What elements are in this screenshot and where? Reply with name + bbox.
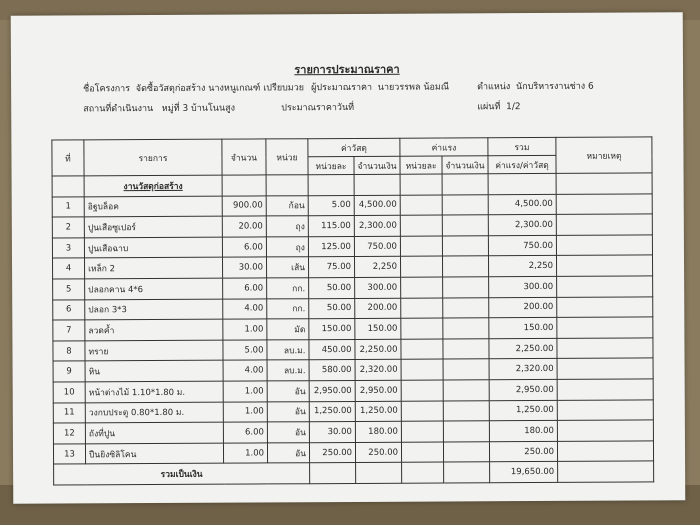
row-labor-amount — [443, 380, 489, 401]
row-amount: 2,300.00 — [354, 215, 400, 236]
location-value: หมู่ที่ 3 บ้านโนนสูง — [161, 103, 236, 114]
header-item: รายการ — [84, 139, 222, 176]
row-qty: 6.00 — [223, 278, 267, 299]
date-label: ประมาณราคาวันที่ — [281, 102, 355, 114]
row-no: 3 — [52, 238, 84, 259]
total-value: 19,650.00 — [490, 462, 558, 483]
row-labor-unit-price — [400, 236, 442, 257]
location-info — [83, 101, 235, 116]
row-unit: อัน — [267, 422, 309, 443]
row-labor-amount — [443, 277, 489, 298]
row-unit: อัน — [267, 401, 309, 422]
row-unit-price: 50.00 — [309, 298, 355, 319]
row-total: 250.00 — [489, 441, 557, 462]
header-sum-sub: ค่าแรง/ค่าวัสดุ — [488, 155, 556, 173]
row-no: 7 — [53, 320, 85, 341]
row-qty: 6.00 — [222, 237, 266, 258]
row-amount: 150.00 — [355, 318, 401, 339]
row-qty: 4.00 — [223, 360, 267, 381]
row-unit-price: 2,950.00 — [309, 380, 355, 401]
row-qty: 30.00 — [222, 257, 266, 278]
estimator-info — [311, 79, 449, 94]
sheet-value: 1/2 — [506, 102, 521, 113]
row-note — [557, 420, 653, 441]
row-unit: อัน — [267, 381, 309, 402]
row-no: 6 — [53, 299, 85, 320]
row-amount: 300.00 — [355, 277, 401, 298]
row-unit-price: 30.00 — [309, 422, 355, 443]
row-note — [557, 358, 653, 379]
row-unit: ก้อน — [266, 195, 308, 216]
row-labor-amount — [443, 421, 489, 442]
row-no: 11 — [53, 402, 85, 423]
row-no: 4 — [52, 258, 84, 279]
location-label: สถานที่ดำเนินงาน — [83, 104, 154, 115]
row-item: เหล็ก 2 — [84, 258, 222, 279]
row-note — [557, 276, 653, 297]
row-unit: ลบ.ม. — [267, 339, 309, 360]
row-unit: เส้น — [266, 257, 308, 278]
row-no: 1 — [52, 196, 84, 217]
header-no: ที่ — [52, 140, 84, 176]
row-no: 2 — [52, 217, 84, 238]
row-note — [557, 338, 653, 359]
row-note — [557, 317, 653, 338]
row-labor-amount — [442, 215, 488, 236]
row-labor-unit-price — [401, 298, 443, 319]
row-labor-unit-price — [401, 318, 443, 339]
row-unit: มัด — [267, 319, 309, 340]
row-unit: กก. — [267, 298, 309, 319]
header-sum: รวม — [488, 137, 556, 155]
row-total: 4,500.00 — [488, 194, 556, 215]
row-unit-price: 50.00 — [309, 277, 355, 298]
row-amount: 2,250 — [354, 257, 400, 278]
sheet-label: แผ่นที่ — [477, 102, 501, 113]
row-qty: 4.00 — [223, 298, 267, 319]
row-labor-unit-price — [401, 256, 443, 277]
row-qty: 5.00 — [223, 340, 267, 361]
row-labor-unit-price — [400, 215, 442, 236]
row-qty: 1.00 — [223, 443, 267, 464]
row-note — [557, 441, 653, 462]
row-amount: 250.00 — [355, 442, 401, 463]
row-note — [557, 255, 653, 276]
row-no: 8 — [53, 341, 85, 362]
row-total: 150.00 — [489, 318, 557, 339]
row-total: 200.00 — [489, 297, 557, 318]
total-row — [54, 461, 654, 485]
row-unit-price: 125.00 — [308, 236, 354, 257]
row-note — [556, 235, 652, 256]
row-item: หิน — [85, 360, 223, 381]
section-title: งานวัสดุก่อสร้าง — [84, 175, 222, 196]
row-labor-amount — [443, 400, 489, 421]
project-value: จัดซื้อวัสดุก่อสร้าง นางหนูเกณฑ์ เปรียบมวย — [135, 83, 305, 95]
row-no: 13 — [53, 444, 85, 465]
row-item: ปลอกคาน 4*6 — [85, 278, 223, 299]
row-no: 5 — [53, 279, 85, 300]
row-labor-amount — [443, 339, 489, 360]
estimate-table — [51, 136, 654, 485]
row-total: 1,250.00 — [489, 400, 557, 421]
row-amount: 180.00 — [355, 421, 401, 442]
row-labor-amount — [443, 297, 489, 318]
row-unit-price: 75.00 — [308, 257, 354, 278]
row-qty: 20.00 — [222, 216, 266, 237]
row-note — [556, 194, 652, 215]
row-labor-unit-price — [400, 195, 442, 216]
row-unit-price: 450.00 — [309, 339, 355, 360]
row-amount: 1,250.00 — [355, 401, 401, 422]
row-unit-price: 150.00 — [309, 319, 355, 340]
row-amount: 750.00 — [354, 236, 400, 257]
row-total: 180.00 — [489, 421, 557, 442]
header-labor-unit-price: หน่วยละ — [400, 156, 442, 174]
document-title: รายการประมาณราคา — [294, 62, 400, 77]
row-total: 2,950.00 — [489, 379, 557, 400]
row-total: 2,300.00 — [488, 215, 556, 236]
row-labor-amount — [443, 441, 489, 462]
row-labor-unit-price — [401, 442, 443, 463]
header-qty: จำนวน — [222, 139, 266, 175]
row-total: 300.00 — [489, 276, 557, 297]
estimator-value: นายวรรพล น้อมณี — [377, 82, 450, 93]
row-qty: 900.00 — [222, 196, 266, 217]
row-item: หน้าต่างไม้ 1.10*1.80 ม. — [85, 381, 223, 402]
header-labor-amount: จำนวนเงิน — [442, 156, 488, 174]
row-amount: 2,950.00 — [355, 380, 401, 401]
row-no: 9 — [53, 361, 85, 382]
total-label: รวมเป็นเงิน — [54, 463, 310, 485]
row-item: ถังที่ปูน — [85, 422, 223, 443]
row-note — [557, 379, 653, 400]
row-item: วงกบประตู 0.80*1.80 ม. — [85, 402, 223, 423]
row-no: 12 — [53, 423, 85, 444]
row-labor-unit-price — [401, 401, 443, 422]
header-material-amount: จำนวนเงิน — [354, 156, 400, 174]
row-qty: 1.00 — [223, 319, 267, 340]
row-total: 750.00 — [488, 235, 556, 256]
row-amount: 4,500.00 — [354, 195, 400, 216]
row-labor-unit-price — [401, 359, 443, 380]
project-label: ชื่อโครงการ — [83, 84, 131, 95]
row-labor-amount — [442, 236, 488, 257]
row-amount: 200.00 — [355, 298, 401, 319]
row-no: 10 — [53, 382, 85, 403]
row-unit-price: 115.00 — [308, 216, 354, 237]
row-item: ทราย — [85, 340, 223, 361]
row-note — [557, 296, 653, 317]
project-info — [83, 80, 304, 95]
row-unit: กก. — [267, 278, 309, 299]
row-labor-unit-price — [401, 380, 443, 401]
row-qty: 6.00 — [223, 422, 267, 443]
row-note — [557, 399, 653, 420]
row-labor-unit-price — [401, 421, 443, 442]
row-qty: 1.00 — [223, 381, 267, 402]
header-unit: หน่วย — [266, 139, 308, 175]
row-total: 2,320.00 — [489, 359, 557, 380]
row-unit: ถุง — [266, 216, 308, 237]
row-unit-price: 5.00 — [308, 195, 354, 216]
row-unit: อัน — [267, 442, 309, 463]
row-item: ปูนเสือฉาบ — [84, 237, 222, 258]
row-labor-unit-price — [401, 277, 443, 298]
header-labor: ค่าแรง — [400, 138, 488, 156]
row-total: 2,250 — [489, 256, 557, 277]
row-qty: 1.00 — [223, 401, 267, 422]
header-note: หมายเหตุ — [556, 137, 652, 174]
paper-sheet — [11, 12, 686, 504]
row-amount: 2,250.00 — [355, 339, 401, 360]
row-labor-amount — [442, 194, 488, 215]
row-item: ปูนเสือซูเปอร์ — [84, 216, 222, 237]
row-item: ปืนยิงซิลิโคน — [85, 443, 223, 464]
row-amount: 2,320.00 — [355, 360, 401, 381]
estimator-label: ผู้ประมาณราคา — [311, 82, 373, 94]
row-unit-price: 250.00 — [309, 442, 355, 463]
row-item: อิฐบล็อค — [84, 196, 222, 217]
position-label: ตำแหน่ง — [477, 82, 511, 93]
row-unit: ถุง — [266, 236, 308, 257]
row-labor-amount — [443, 318, 489, 339]
header-material-unit-price: หน่วยละ — [308, 156, 354, 174]
row-labor-unit-price — [401, 339, 443, 360]
row-labor-amount — [443, 359, 489, 380]
row-labor-amount — [443, 256, 489, 277]
row-unit: ลบ.ม. — [267, 360, 309, 381]
row-unit-price: 1,250.00 — [309, 401, 355, 422]
row-unit-price: 580.00 — [309, 360, 355, 381]
header-material: ค่าวัสดุ — [308, 138, 400, 156]
position-info — [477, 79, 594, 94]
sheet-info — [477, 99, 520, 113]
row-item: ลวดค้ำ — [85, 319, 223, 340]
row-note — [556, 214, 652, 235]
row-item: ปลอก 3*3 — [85, 299, 223, 320]
row-total: 2,250.00 — [489, 338, 557, 359]
date-info — [281, 100, 354, 114]
position-value: นักบริหารงานช่าง 6 — [516, 81, 594, 93]
